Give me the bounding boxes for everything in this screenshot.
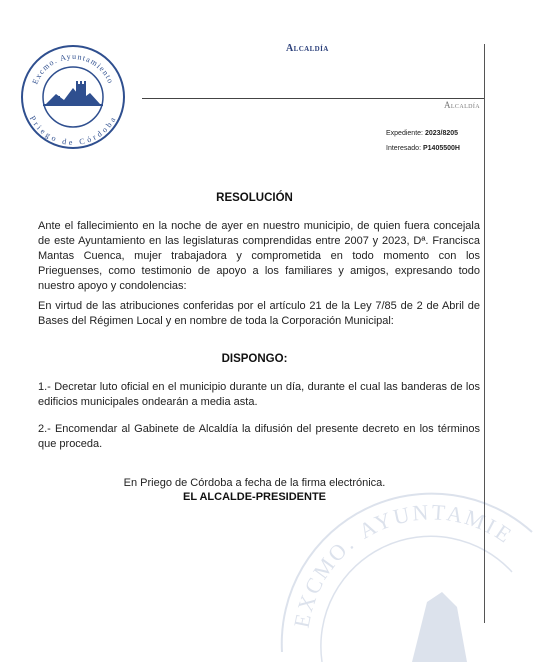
dispongo-heading: DISPONGO: [221, 353, 288, 365]
resolution-heading: RESOLUCIÓN [216, 192, 293, 204]
interesado-label: Interesado: [386, 145, 422, 152]
ayuntamiento-seal-logo [20, 44, 126, 150]
paragraph-condolence: Ante el fallecimiento en la noche de ayer en nuestro municipio, de quien fuera concejala de este Ayuntamiento en las legislaturas comprendidas entre 2007 y 2023, Dª. Francisca Mantas Cuenca, mujer trabajadora y comprometida en todo momento con los Prieguenses, como testimonio de apoyo a los familiares y amigos, expresando todo nuestro apoyo y condolencias: [38, 220, 480, 292]
seal-text-bottom: Priego de Córdoba [27, 114, 119, 148]
watermark-seal [262, 462, 542, 662]
decree-item-1: 1.- Decretar luto oficial en el municipio durante un día, durante el cual las banderas de los edificios municipales ondearán a media asta. [38, 381, 480, 408]
svg-text:Excmo. Ayuntamiento [30, 52, 115, 86]
expediente-label: Expediente: [386, 130, 423, 137]
decree-item-2: 2.- Encomendar al Gabinete de Alcaldía la difusión del presente decreto en los términos que proceda. [38, 423, 480, 450]
watermark-text: EXCMO. AYUNTAMIE [288, 499, 521, 630]
header-title: Alcaldía [286, 43, 329, 54]
interesado-line [386, 145, 460, 152]
closing-line: En Priego de Córdoba a fecha de la firma electrónica. [123, 477, 386, 489]
paragraph-legal-basis: En virtud de las atribuciones conferidas por el artículo 21 de la Ley 7/85 de 2 de Abril de Bases del Régimen Local y en nombre de toda la Corporación Municipal: [38, 300, 480, 327]
expediente-value: 2023/8205 [424, 130, 459, 137]
seal-text-top: Excmo. Ayuntamiento [30, 51, 116, 86]
svg-text:Priego de Córdoba [28, 114, 118, 147]
header-divider [142, 98, 484, 99]
expediente-line [386, 130, 458, 137]
signature-line: EL ALCALDE-PRESIDENTE [182, 491, 326, 503]
interesado-value: P1405500H [422, 145, 460, 152]
header-subtitle: Alcaldía [443, 100, 480, 110]
